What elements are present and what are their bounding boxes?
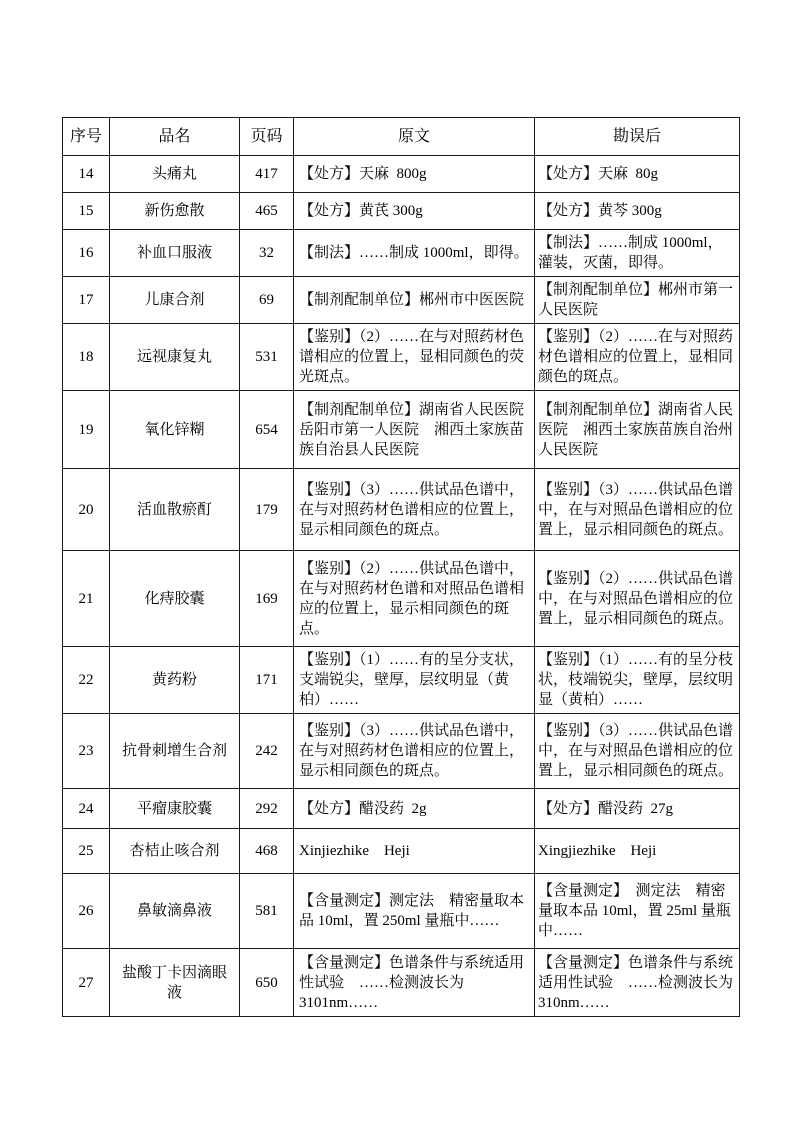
cell-original: 【鉴别】（1）……有的呈分支状，支端锐尖，壁厚，层纹明显（黄柏）……	[294, 647, 535, 714]
cell-no: 16	[63, 230, 110, 277]
cell-page: 654	[240, 391, 294, 469]
errata-table-body	[63, 156, 740, 1017]
cell-page: 171	[240, 647, 294, 714]
cell-no: 25	[63, 829, 110, 874]
cell-name: 黄药粉	[110, 647, 240, 714]
cell-corrected: 【鉴别】（2）……供试品色谱中，在与对照品色谱相应的位置上，显示相同颜色的斑点。	[535, 551, 740, 647]
table-row	[63, 193, 740, 230]
table-row	[63, 829, 740, 874]
cell-no: 20	[63, 469, 110, 551]
cell-page: 242	[240, 714, 294, 789]
cell-original: Xinjiezhike Heji	[294, 829, 535, 874]
cell-original: 【处方】天麻 800g	[294, 156, 535, 193]
cell-name: 盐酸丁卡因滴眼液	[110, 949, 240, 1017]
cell-corrected: 【处方】黄芩 300g	[535, 193, 740, 230]
cell-name: 抗骨刺增生合剂	[110, 714, 240, 789]
cell-original: 【含量测定】测定法 精密量取本品 10ml，置 250ml 量瓶中……	[294, 874, 535, 949]
cell-no: 21	[63, 551, 110, 647]
cell-name: 氧化锌糊	[110, 391, 240, 469]
table-row	[63, 230, 740, 277]
cell-no: 27	[63, 949, 110, 1017]
cell-name: 平瘤康胶囊	[110, 789, 240, 829]
cell-name: 新伤愈散	[110, 193, 240, 230]
errata-table	[62, 117, 740, 1017]
cell-page: 417	[240, 156, 294, 193]
cell-original: 【处方】黄芪 300g	[294, 193, 535, 230]
table-row	[63, 714, 740, 789]
table-row	[63, 551, 740, 647]
cell-corrected: 【制剂配制单位】湖南省人民医院 湘西土家族苗族自治州人民医院	[535, 391, 740, 469]
cell-no: 19	[63, 391, 110, 469]
cell-no: 15	[63, 193, 110, 230]
cell-page: 650	[240, 949, 294, 1017]
cell-page: 465	[240, 193, 294, 230]
table-row	[63, 874, 740, 949]
cell-page: 69	[240, 277, 294, 324]
cell-no: 22	[63, 647, 110, 714]
table-row	[63, 949, 740, 1017]
table-row	[63, 324, 740, 391]
cell-page: 292	[240, 789, 294, 829]
cell-no: 14	[63, 156, 110, 193]
cell-no: 17	[63, 277, 110, 324]
cell-no: 24	[63, 789, 110, 829]
col-header-corrected: 勘误后	[535, 118, 740, 156]
cell-name: 儿康合剂	[110, 277, 240, 324]
cell-page: 468	[240, 829, 294, 874]
table-row	[63, 277, 740, 324]
cell-page: 531	[240, 324, 294, 391]
cell-corrected: 【鉴别】（1）……有的呈分枝状，枝端锐尖，壁厚，层纹明显（黄柏）……	[535, 647, 740, 714]
cell-corrected: 【鉴别】（3）……供试品色谱中，在与对照品色谱相应的位置上，显示相同颜色的斑点。	[535, 469, 740, 551]
col-header-page: 页码	[240, 118, 294, 156]
cell-name: 头痛丸	[110, 156, 240, 193]
col-header-original: 原文	[294, 118, 535, 156]
cell-name: 远视康复丸	[110, 324, 240, 391]
cell-page: 32	[240, 230, 294, 277]
cell-corrected: 【含量测定】色谱条件与系统适用性试验 ……检测波长为 310nm……	[535, 949, 740, 1017]
table-row	[63, 647, 740, 714]
cell-name: 化痔胶囊	[110, 551, 240, 647]
col-header-name: 品名	[110, 118, 240, 156]
cell-no: 26	[63, 874, 110, 949]
cell-corrected: Xingjiezhike Heji	[535, 829, 740, 874]
cell-corrected: 【鉴别】（2）……在与对照药材色谱相应的位置上，显相同颜色的斑点。	[535, 324, 740, 391]
cell-name: 补血口服液	[110, 230, 240, 277]
col-header-no: 序号	[63, 118, 110, 156]
cell-corrected: 【制法】……制成 1000ml，灌装，灭菌，即得。	[535, 230, 740, 277]
cell-corrected: 【处方】天麻 80g	[535, 156, 740, 193]
cell-name: 鼻敏滴鼻液	[110, 874, 240, 949]
cell-original: 【制法】……制成 1000ml，即得。	[294, 230, 535, 277]
cell-original: 【鉴别】（2）……在与对照药材色谱相应的位置上，显相同颜色的荧光斑点。	[294, 324, 535, 391]
cell-original: 【鉴别】（3）……供试品色谱中，在与对照药材色谱相应的位置上，显示相同颜色的斑点。	[294, 469, 535, 551]
cell-name: 活血散瘀酊	[110, 469, 240, 551]
cell-original: 【鉴别】（3）……供试品色谱中，在与对照药材色谱相应的位置上，显示相同颜色的斑点。	[294, 714, 535, 789]
cell-page: 169	[240, 551, 294, 647]
cell-original: 【制剂配制单位】郴州市中医医院	[294, 277, 535, 324]
cell-no: 18	[63, 324, 110, 391]
cell-page: 179	[240, 469, 294, 551]
cell-corrected: 【处方】醋没药 27g	[535, 789, 740, 829]
table-row	[63, 156, 740, 193]
header-row	[63, 118, 740, 156]
cell-page: 581	[240, 874, 294, 949]
cell-original: 【制剂配制单位】湖南省人民医院岳阳市第一人医院 湘西土家族苗族自治县人民医院	[294, 391, 535, 469]
cell-corrected: 【含量测定】 测定法 精密量取本品 10ml，置 25ml 量瓶中……	[535, 874, 740, 949]
table-row	[63, 391, 740, 469]
cell-corrected: 【鉴别】（3）……供试品色谱中，在与对照品色谱相应的位置上，显示相同颜色的斑点。	[535, 714, 740, 789]
cell-original: 【鉴别】（2）……供试品色谱中，在与对照药材色谱和对照品色谱相应的位置上，显示相同颜色的斑点。	[294, 551, 535, 647]
cell-original: 【处方】醋没药 2g	[294, 789, 535, 829]
cell-no: 23	[63, 714, 110, 789]
cell-name: 杏桔止咳合剂	[110, 829, 240, 874]
table-row	[63, 789, 740, 829]
table-row	[63, 469, 740, 551]
cell-original: 【含量测定】色谱条件与系统适用性试验 ……检测波长为 3101nm……	[294, 949, 535, 1017]
cell-corrected: 【制剂配制单位】郴州市第一人民医院	[535, 277, 740, 324]
